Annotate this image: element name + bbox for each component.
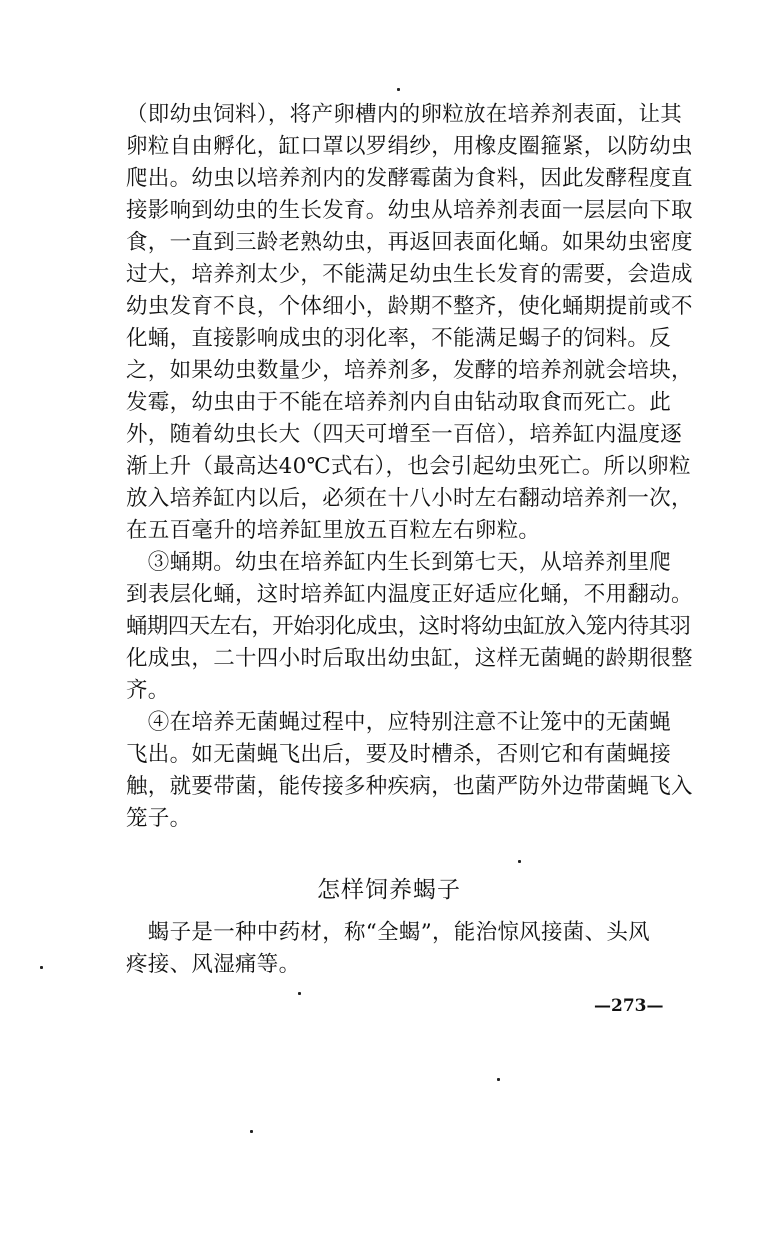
text-line: ③蛹期。幼虫在培养缸内生长到第七天，从培养剂里爬 xyxy=(126,550,672,575)
text-line: 蝎子是一种中药材，称“全蝎”，能治惊风接菌、头风 xyxy=(126,920,650,945)
text-line: 发霉，幼虫由于不能在培养剂内自由钻动取食而死亡。此 xyxy=(126,390,672,415)
text-line: 过大，培养剂太少，不能满足幼虫生长发育的需要，会造成 xyxy=(126,262,693,287)
text-line: 化成虫，二十四小时后取出幼虫缸，这样无菌蝇的龄期很整 xyxy=(126,646,693,671)
text-line: 疼接、风湿痛等。 xyxy=(126,952,301,977)
text-line: 卵粒自由孵化，缸口罩以罗绢纱，用橡皮圈箍紧，以防幼虫 xyxy=(126,134,693,159)
text-line: 笼子。 xyxy=(126,806,192,831)
text-line: 触，就要带菌，能传接多种疾病，也菌严防外边带菌蝇飞入 xyxy=(126,774,693,799)
scan-speck xyxy=(518,860,521,863)
text-line: 放入培养缸内以后，必须在十八小时左右翻动培养剂一次， xyxy=(126,486,693,511)
text-line: 爬出。幼虫以培养剂内的发酵霉菌为食料，因此发酵程度直 xyxy=(126,166,693,191)
scan-speck xyxy=(397,88,400,91)
intro-text xyxy=(126,917,698,981)
text-line: 化蛹，直接影响成虫的羽化率，不能满足蝎子的饲料。反 xyxy=(126,326,672,351)
scan-speck xyxy=(40,966,43,969)
text-line: 之，如果幼虫数量少，培养剂多，发酵的培养剂就会培块， xyxy=(126,358,693,383)
text-line: 食，一直到三龄老熟幼虫，再返回表面化蛹。如果幼虫密度 xyxy=(126,230,693,255)
section-heading: 怎样饲养蝎子 xyxy=(317,877,461,903)
scan-speck xyxy=(250,1130,253,1133)
text-line: 到表层化蛹，这时培养缸内温度正好适应化蛹，不用翻动。 xyxy=(126,582,693,607)
scan-speck xyxy=(298,992,301,995)
page-number: —273— xyxy=(594,996,664,1016)
text-line: ④在培养无菌蝇过程中，应特别注意不让笼中的无菌蝇 xyxy=(126,710,672,735)
text-line: 渐上升（最高达40℃式右），也会引起幼虫死亡。所以卵粒 xyxy=(126,454,691,479)
text-line: （即幼虫饲料），将产卵槽内的卵粒放在培养剂表面，让其 xyxy=(126,102,683,127)
text-line: 幼虫发育不良，个体细小，龄期不整齐，使化蛹期提前或不 xyxy=(126,294,693,319)
body-text xyxy=(126,99,698,835)
text-line: 蛹期四天左右，开始羽化成虫，这时将幼虫缸放入笼内待其羽 xyxy=(126,614,691,639)
text-line: 接影响到幼虫的生长发育。幼虫从培养剂表面一层层向下取 xyxy=(126,198,693,223)
scan-speck xyxy=(497,1078,500,1081)
text-line: 在五百毫升的培养缸里放五百粒左右卵粒。 xyxy=(126,518,541,543)
text-line: 齐。 xyxy=(126,678,170,703)
text-line: 飞出。如无菌蝇飞出后，要及时槽杀，否则它和有菌蝇接 xyxy=(126,742,672,767)
text-line: 外，随着幼虫长大（四天可增至一百倍），培养缸内温度逐 xyxy=(126,422,683,447)
